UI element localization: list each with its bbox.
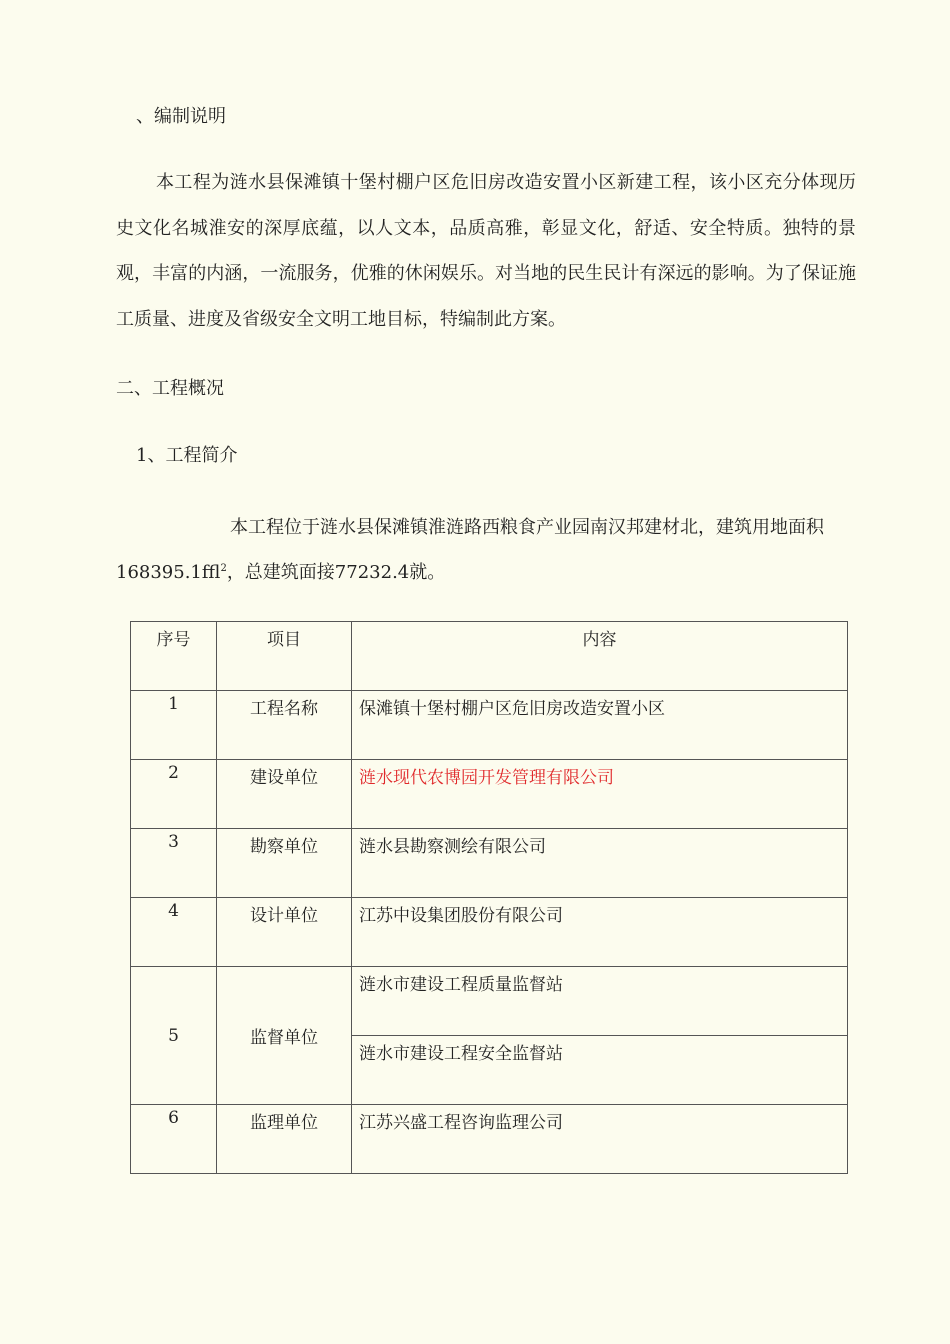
row-content: 涟水现代农博园开发管理有限公司 — [352, 760, 848, 829]
row-content: 保滩镇十堡村棚户区危旧房改造安置小区 — [352, 691, 848, 760]
intro-text-part1: 本工程位于涟水县保滩镇淮涟路西粮食产业园南汉邦建材北，建筑用地面积168395.1ffl — [116, 517, 824, 583]
row-item: 勘察单位 — [217, 829, 352, 898]
table-row — [131, 967, 848, 1036]
row-item: 建设单位 — [217, 760, 352, 829]
row-item: 设计单位 — [217, 898, 352, 967]
row-no: 5 — [131, 967, 217, 1105]
table-row — [131, 1105, 848, 1174]
row-content: 江苏兴盛工程咨询监理公司 — [352, 1105, 848, 1174]
table-row — [131, 829, 848, 898]
row-content: 江苏中设集团股份有限公司 — [352, 898, 848, 967]
row-item: 监督单位 — [217, 967, 352, 1105]
project-overview-table — [130, 621, 848, 1174]
row-no: 1 — [131, 691, 217, 760]
row-content: 涟水市建设工程安全监督站 — [352, 1036, 848, 1105]
row-content: 涟水县勘察测绘有限公司 — [352, 829, 848, 898]
row-content: 涟水市建设工程质量监督站 — [352, 967, 848, 1036]
header-no: 序号 — [131, 622, 217, 691]
table-header-row — [131, 622, 848, 691]
row-no: 6 — [131, 1105, 217, 1174]
table-row — [131, 691, 848, 760]
table-row — [131, 760, 848, 829]
row-item: 监理单位 — [217, 1105, 352, 1174]
intro-superscript: 2 — [220, 563, 227, 574]
intro-text-part2: ，总建筑面接77232.4就。 — [226, 562, 446, 583]
row-item: 工程名称 — [217, 691, 352, 760]
table-row — [131, 898, 848, 967]
row-no: 3 — [131, 829, 217, 898]
project-intro-paragraph — [116, 505, 864, 595]
section-heading-overview: 二、工程概况 — [116, 378, 224, 399]
row-no: 2 — [131, 760, 217, 829]
subsection-heading-intro: 1、工程简介 — [136, 445, 238, 466]
section-heading-compilation: 、编制说明 — [136, 106, 226, 127]
row-no: 4 — [131, 898, 217, 967]
header-content: 内容 — [352, 622, 848, 691]
header-item: 项目 — [217, 622, 352, 691]
compilation-paragraph: 本工程为涟水县保滩镇十堡村棚户区危旧房改造安置小区新建工程，该小区充分体现历史文化名城淮安的深厚底蕴，以人文本，品质高雅，彰显文化，舒适、安全特质。独特的景观，丰富的内涵，一流服务，优雅的休闲娱乐。对当地的民生民计有深远的影响。为了保证施工质量、进度及省级安全文明工地目标，特编制此方案。 — [116, 172, 856, 330]
